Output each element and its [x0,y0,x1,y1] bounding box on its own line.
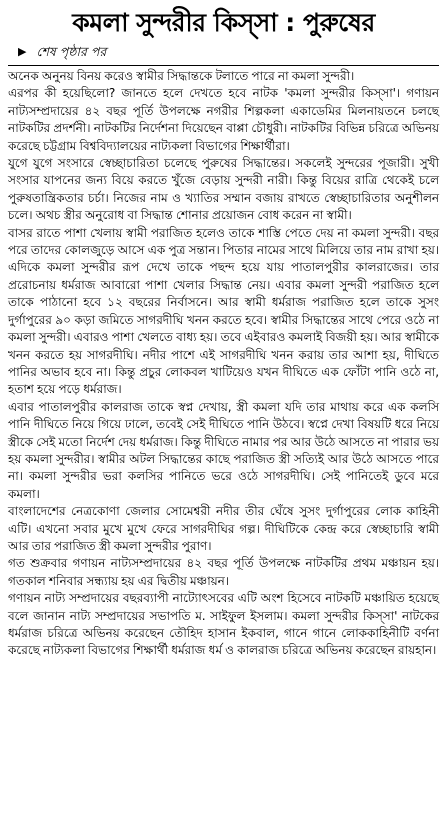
article-body [8,68,439,660]
paragraph-1: অনেক অনুনয় বিনয় করেও স্বামীর সিদ্ধান্তকে টলাতে পারে না কমলা সুন্দরী। [8,69,355,83]
paragraph-7: গত শুক্রবার গণায়ন নাট্যসম্প্রদায়ের ৪২ বছর পূর্তি উপলক্ষে নাটকটির প্রথম মঞ্চায়ন হয়। গতকাল শনিবার সন্ধ্যায় হয় এর দ্বিতীয় মঞ্চায়ন। [8,556,439,588]
paragraph-8: গণায়ন নাট্য সম্প্রদায়ের বছরব্যাপী নাট্যোৎসবের এটি অংশ হিসেবে নাটকটি মঞ্চায়িত হয়েছে বলে জানান নাট্য সম্প্রদায়ের সভাপতি ম. সাইফুল ইসলাম। কমলা সুন্দরীর কিস্‌সা' নাটকের ধর্মরাজ চরিত্রে অভিনয় করেছেন তৌহিদ হাসান ইকবাল, গানে গানে লোককাহিনীটি বর্ণনা করেছে নাট্যকলা বিভাগের শিক্ষার্থী ধর্মরাজ ধর্ম ও কালরাজ চরিত্রে অভিনয় করেছেন রায়হান। [8,591,439,658]
paragraph-2: এরপর কী হয়েছিলো? জানতে হলে দেখতে হবে নাটক 'কমলা সুন্দরীর কিস্‌সা'। গণায়ন নাট্যসম্প্রদায়ের ৪২ বছর পূর্তি উপলক্ষে নগরীর শিল্পকলা একাডেমির মিলনায়তনে চলছে নাটকটির প্রদর্শনী। নাটকটির নির্দেশনা দিয়েছেন বাপ্পা চৌধুরী। নাটকটির বিভিন্ন চরিত্রে অভিনয় করেছে চট্টগ্রাম বিশ্ববিদ্যালয়ের নাট্যকলা বিভাগের শিক্ষার্থীরা। [8,86,439,153]
continued-label: শেষ পৃষ্ঠার পর [36,44,107,59]
paragraph-5: এবার পাতালপুরীর কালরাজ তাকে স্বপ্ন দেখায়, স্ত্রী কমলা যদি তার মাথায় করে এক কলসি পানি দীঘিতে নিয়ে গিয়ে ঢালে, তবেই সেই দীঘিতে পানি উঠবে। স্বপ্নে দেখা বিষয়টি ধরে নিয়ে স্ত্রীকে সেই মতো নির্দেশ দেয় ধর্মরাজ। কিন্তু দীঘিতে নামার পর আর উঠে আসতে না পারার ভয় হয় কমলা সুন্দরীর। স্বামীর অটল সিদ্ধান্তের কাছে পরাজিত স্ত্রী সত্যিই আর উঠে আসতে পারে না। কমলা সুন্দরীর ভরা কলসির পানিতে ভরে ওঠে সাগরদীঘি। সেই পানিতেই ডুবে মরে কমলা। [8,399,439,501]
paragraph-6: বাংলাদেশের নেত্রকোণা জেলার সোমেশ্বরী নদীর তীর ঘেঁষে সুসং দুর্গাপুরের লোক কাহিনী এটি। এখনো সবার মুখে মুখে ফেরে সাগরদীঘির গল্প। দীঘিটিকে কেন্দ্র করে স্বেচ্ছাচারি স্বামী আর তার পরাজিত স্ত্রী কমলা সুন্দরীর পুরাণ। [8,504,439,553]
paragraph-3: যুগে যুগে সংসারে স্বেচ্ছাচারিতা চলেছে পুরুষের সিদ্ধান্তের। সকলেই সুন্দরের পূজারী। সুখী সংসার যাপনের জন্য বিয়ে করতে খুঁজে বেড়ায় সুন্দরী নারী। কিন্তু বিয়ের রাত্রি থেকেই চলে পুরুষতান্ত্রিকতার চর্চা। নিজের নাম ও খ্যাতির সম্মান বজায় রাখতে স্বেচ্ছাচারিতার অনুশীলন চলে। অথচ স্ত্রীর অনুরোধ বা সিদ্ধান্ত শোনার প্রয়োজন বোধ করেন না স্বামী। [8,156,439,223]
paragraph-4: বাসর রাতে পাশা খেলায় স্বামী পরাজিত হলেও তাকে শাস্তি পেতে দেয় না কমলা সুন্দরী। বছর পরে তাদের কোলজুড়ে আসে এক পুত্র সন্তান। পিতার নামের সাথে মিলিয়ে তার নাম রাখা হয়। এদিকে কমলা সুন্দরীর রূপ দেখে তাকে পছন্দ হয়ে যায় পাতালপুরীর কালরাজের। তার প্ররোচনায় ধর্মরাজ আবারো পাশা খেলার সিদ্ধান্ত নেয়। এবার কমলা সুন্দরী পরাজিত হলে তাকে পাঠানো হবে ১২ বছরের নির্বাসনে। আর স্বামী ধর্মরাজ পরাজিত হলে তাকে সুসং দুর্গাপুরের ৯০ কড়া জমিতে সাগরদীঘি খনন করতে হবে। স্বামীর সিদ্ধান্তের সাথে পেরে ওঠে না কমলা সুন্দরী। এবারও পাশা খেলতে বাধ্য হয়। তবে এইবারও কমলাই বিজয়ী হয়। আর স্বামীকে খনন করতে হয় সাগরদীঘি। নদীর পাশে এই সাগরদীঘি খনন করায় তার আশা হয়, দীঘিতে পানির অভাব হবে না। কিন্তু প্রচুর লোকবল খাটিয়েও যখন দীঘিতে এক ফোঁটা পানি ওঠে না, হতাশ হয়ে পড়ে ধর্মরাজ। [8,225,439,397]
continued-from-marker [18,43,439,61]
article-headline: কমলা সুন্দরীর কিস্‌সা : পুরুষের [72,8,375,37]
triangle-arrow-icon: ▶ [18,45,27,58]
headline-divider [8,65,439,66]
